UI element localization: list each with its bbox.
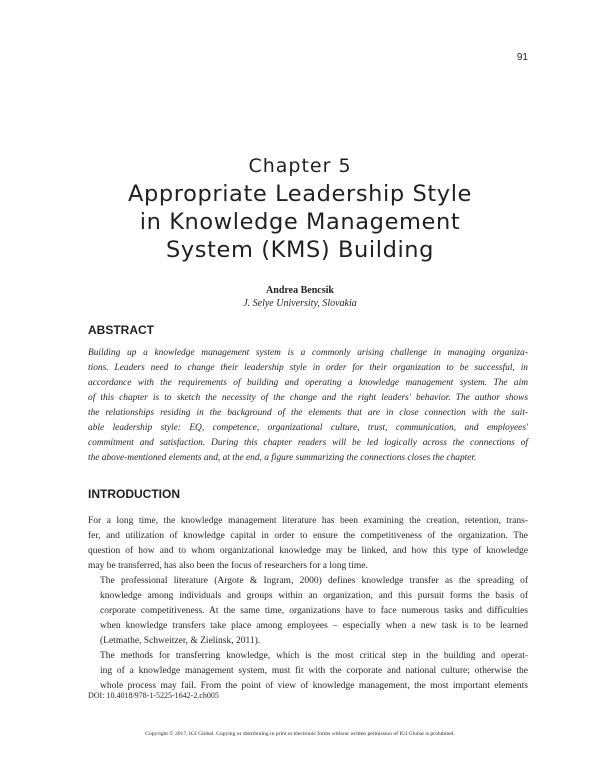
body-line: when knowledge transfers take place among employees – especially when a new task is to be learned bbox=[100, 621, 528, 631]
chapter-title bbox=[60, 180, 540, 264]
title-line: in Knowledge Management bbox=[139, 209, 461, 235]
body-line: whole process may fail. From the point of view of knowledge management, the most important elements bbox=[100, 681, 528, 691]
body-line: may be transferred, has also been the focus of researchers for a long time. bbox=[88, 561, 368, 571]
page-number: 91 bbox=[516, 52, 528, 63]
introduction-heading: INTRODUCTION bbox=[88, 487, 180, 501]
abstract-line: able leadership style: EQ, competence, organizational culture, trust, communication, and employees' bbox=[88, 423, 528, 433]
chapter-label: Chapter 5 bbox=[248, 155, 352, 177]
doi-reference: DOI: 10.4018/978-1-5225-1642-2.ch005 bbox=[88, 691, 219, 700]
body-line: For a long time, the knowledge management literature has been examining the creation, retention, trans- bbox=[88, 516, 528, 526]
body-line: The methods for transferring knowledge, which is the most critical step in the building and operat- bbox=[100, 651, 528, 661]
body-line: question of how and to whom organizational knowledge may be linked, and how this type of knowledge bbox=[88, 546, 528, 556]
abstract-line: the relationships residing in the background of the elements that are in close connection with the suit- bbox=[88, 408, 528, 418]
abstract-line: of this chapter is to sketch the necessity of the change and the right leaders' behavior. The author shows bbox=[88, 393, 528, 403]
abstract-line: tions. Leaders need to change their leadership style in order for their organization to be successful, in bbox=[88, 363, 528, 373]
body-line: knowledge among individuals and groups within an organization, and this pursuit forms the basis of bbox=[100, 591, 528, 601]
abstract-body bbox=[88, 346, 528, 466]
title-line: System (KMS) Building bbox=[165, 237, 435, 263]
abstract-line: Building up a knowledge management system is a commonly arising challenge in managing organiza- bbox=[88, 348, 528, 358]
author-name: Andrea Bencsik bbox=[266, 285, 334, 296]
introduction-body bbox=[88, 514, 528, 694]
author-affiliation: J. Selye University, Slovakia bbox=[243, 298, 357, 309]
abstract-heading: ABSTRACT bbox=[88, 323, 154, 337]
paragraph bbox=[88, 574, 528, 649]
body-line: ing of a knowledge management system, must fit with the corporate and national culture; otherwise the bbox=[100, 666, 528, 676]
body-line: fer, and utilization of knowledge capital in order to ensure the competitiveness of the organization. The bbox=[88, 531, 528, 541]
copyright-notice: Copyright © 2017, IGI Global. Copying or distributing in print or electronic forms without written permission of IGI Global is prohibited. bbox=[145, 731, 455, 737]
abstract-line: accordance with the requirements of building and operating a knowledge management system. The aim bbox=[88, 378, 528, 388]
body-line: The professional literature (Argote & Ingram, 2000) defines knowledge transfer as the spreading of bbox=[100, 576, 528, 586]
paragraph bbox=[88, 649, 528, 694]
title-line: Appropriate Leadership Style bbox=[128, 181, 472, 207]
body-line: corporate competitiveness. At the same time, organizations have to face numerous tasks and difficulties bbox=[100, 606, 528, 616]
abstract-line: the above-mentioned elements and, at the end, a figure summarizing the connections closes the chapter. bbox=[88, 453, 477, 463]
paragraph bbox=[88, 514, 528, 574]
abstract-line: commitment and satisfaction. During this chapter readers will be led logically across the connections of bbox=[88, 438, 528, 448]
body-line: (Letmathe, Schweitzer, & Zielinsk, 2011). bbox=[100, 636, 261, 646]
